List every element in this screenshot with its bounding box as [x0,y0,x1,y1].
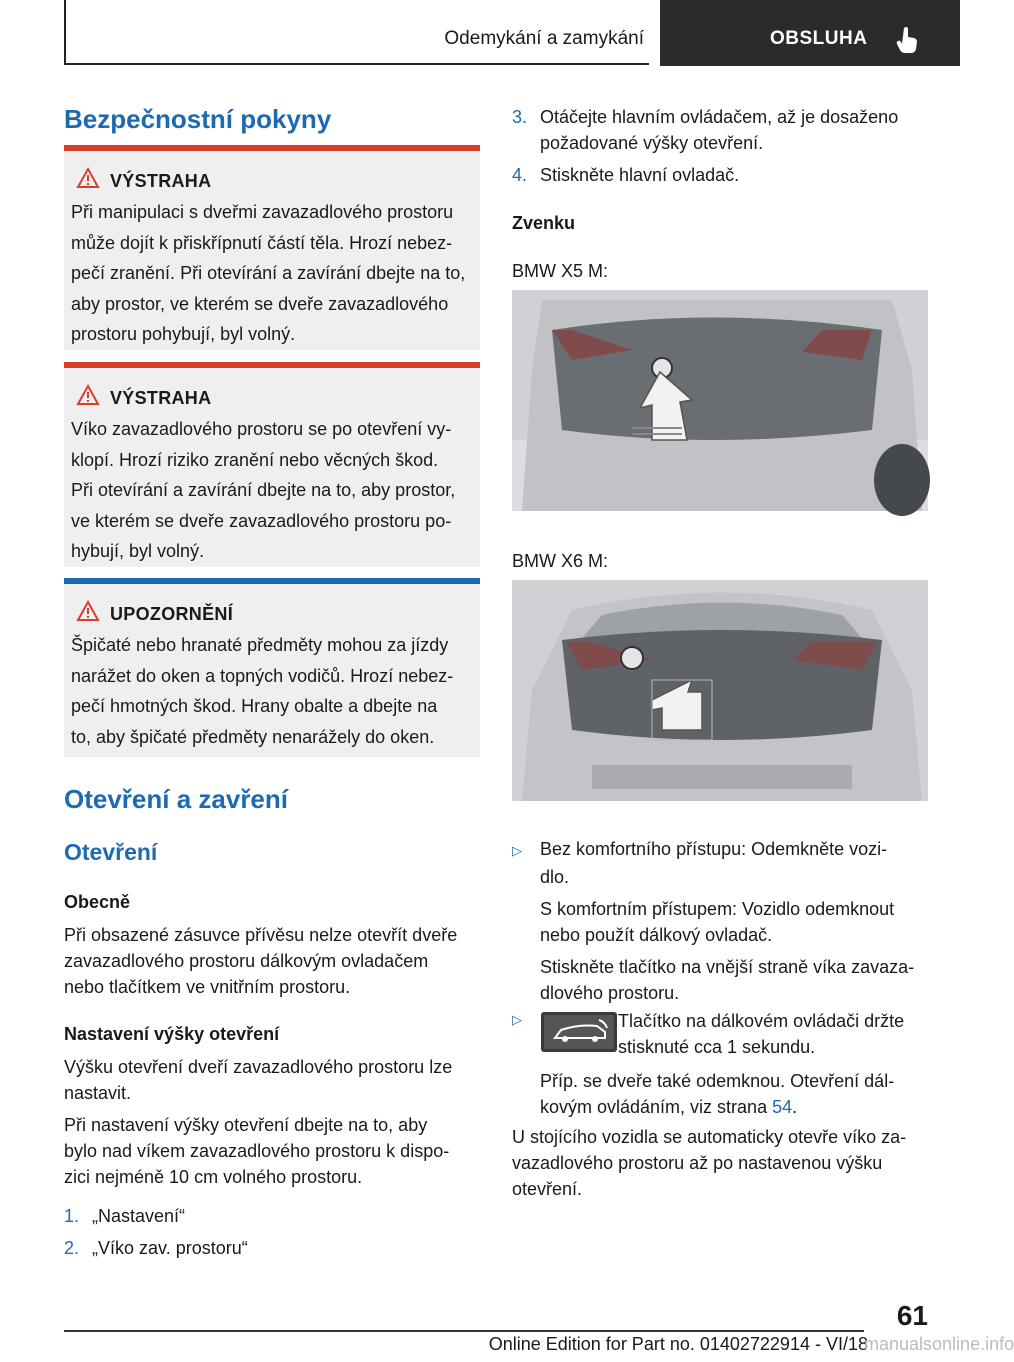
notice-label: UPOZORNĚNÍ [110,604,234,624]
final-paragraph [512,1124,928,1202]
height-heading: Nastavení výšky otevření [64,1024,280,1044]
step-text: požadované výšky otevření. [540,133,764,153]
trunk-button-icon [541,1012,617,1052]
warning-box-2 [64,362,480,567]
footer-watermark: manualsonline.info [864,1334,1014,1354]
height-paragraph-2 [64,1112,480,1190]
bullet-text: stisknuté cca 1 sekundu. [618,1037,816,1057]
step-text: „Nastavení“ [92,1206,186,1226]
text-line: nastavit. [64,1083,132,1103]
notice-bar [64,578,480,584]
header-section-title: Odemykání a zamykání [444,28,644,49]
bmw-x6-tailgate-image [512,580,928,801]
text-line: prostoru pohybují, byl volný. [71,324,296,344]
notice-box [64,578,480,757]
footer-edition: Online Edition for Part no. 01402722914 - VI/18 [488,1334,868,1354]
bullet-text: Tlačítko na dálkovém ovládači držte [618,1011,905,1031]
text-line: Při obsazené zásuvce přívěsu nelze otevřít dveře [64,925,458,945]
bullet-triangle-icon: ▷ [512,1012,522,1027]
warning-text [71,197,475,350]
bullet-subtext: Stiskněte tlačítko na vnější straně víka zavaza- [540,957,915,977]
header-left-line [64,0,66,64]
text-line: bylo nad víkem zavazadlového prostoru k dispo- [64,1141,450,1161]
bullet-subtext: dlového prostoru. [540,983,680,1003]
header-chapter-label: OBSLUHA [770,28,868,49]
bullet-item-1 [512,836,928,1006]
text-line: U stojícího vozidla se automaticky otevře víko za- [512,1127,907,1147]
subsection-title: Otevření [64,839,158,865]
footer-rule [64,1330,864,1332]
pointing-hand-icon [896,26,920,54]
text-line: ve kterém se dveře zavazadlového prostoru po- [71,510,452,531]
warning-bar [64,362,480,368]
text-line: aby prostor, ve kterém se dveře zavazadlového [71,293,449,314]
text-line: hybují, byl volný. [71,541,205,561]
notice-text [71,630,475,752]
page-reference-link[interactable]: 54 [772,1097,793,1117]
text-line: Výšku otevření dveří zavazadlového prostoru lze [64,1057,453,1077]
bmw-x5-tailgate-image [512,290,928,511]
outside-heading: Zvenku [512,213,576,233]
bullet-subtext: Příp. se dveře také odemknou. Otevření dál- [540,1071,895,1091]
step-number: 1. [64,1206,80,1226]
step-2 [64,1235,480,1261]
bullet-text: Bez komfortního přístupu: Odemkněte vozi- [540,839,888,859]
text-line: Při manipulaci s dveřmi zavazadlového prostoru [71,202,454,222]
header-rule [64,63,649,65]
page-number: 61 [896,1300,928,1331]
step-number: 2. [64,1238,80,1258]
warning-box-1 [64,145,480,350]
step-1 [64,1203,480,1229]
warning-label: VÝSTRAHA [110,388,212,408]
text-line: zavazadlového prostoru dálkovým ovladačem [64,951,429,971]
text-line: vazadlového prostoru až po nastavenou výšku [512,1153,883,1173]
safety-title: Bezpečnostní pokyny [64,104,332,134]
bullet-subtext: nebo použít dálkový ovladač. [540,925,773,945]
height-paragraph-1 [64,1054,480,1106]
step-text: Stiskněte hlavní ovladač. [540,165,740,185]
general-paragraph [64,922,480,1000]
bullet-subtext: kovým ovládáním, viz strana [540,1097,773,1117]
warning-text [71,414,475,567]
text-line: zici nejméně 10 cm volného prostoru. [64,1167,363,1187]
bullet-triangle-icon: ▷ [512,843,522,858]
text-line: narážet do oken a topných vodičů. Hrozí nebez- [71,665,454,686]
text-line: nebo tlačítkem ve vnitřním prostoru. [64,977,351,997]
step-3 [512,104,928,156]
text-line: pečí hmotných škod. Hrany obalte a dbejte na [71,696,438,716]
text-line: pečí zranění. Při otevírání a zavírání dbejte na to, [71,263,466,283]
text-line: Špičaté nebo hranaté předměty mohou za jízdy [71,635,449,655]
x6-label: BMW X6 M: [512,551,609,571]
bmw-x6-tailgate-illustration [512,580,928,801]
bmw-x5-tailgate-illustration [512,290,928,511]
bullet-text-block [618,1008,928,1060]
warning-bar [64,145,480,151]
bullet-subtext: S komfortním přístupem: Vozidlo odemknout [540,899,895,919]
text-line: otevření. [512,1179,583,1199]
step-text: Otáčejte hlavním ovládačem, až je dosaženo [540,107,899,127]
step-number: 3. [512,107,528,127]
general-heading: Obecně [64,892,131,912]
warning-triangle-icon [76,384,100,406]
text-line: Při nastavení výšky otevření dbejte na to, aby [64,1115,428,1135]
step-number: 4. [512,165,528,185]
x5-label: BMW X5 M: [512,261,609,281]
bullet-subtext-block [540,1068,930,1120]
step-text: „Víko zav. prostoru“ [92,1238,248,1258]
warning-triangle-icon [76,167,100,189]
warning-label: VÝSTRAHA [110,171,212,191]
warning-triangle-icon [76,600,100,622]
text-line: to, aby špičaté předměty nenarážely do oken. [71,726,435,747]
text-line: může dojít k přiskřípnutí částí těla. Hrozí nebez- [71,232,453,253]
text-line: Při otevírání a zavírání dbejte na to, aby prostor, [71,480,456,500]
text-line: Víko zavazadlového prostoru se po otevření vy- [71,419,452,439]
bullet-text: dlo. [540,867,570,887]
bullet-subtext: . [792,1097,798,1117]
text-line: klopí. Hrozí riziko zranění nebo věcných škod. [71,449,439,470]
step-4 [512,162,928,188]
section-title: Otevření a zavření [64,784,288,814]
